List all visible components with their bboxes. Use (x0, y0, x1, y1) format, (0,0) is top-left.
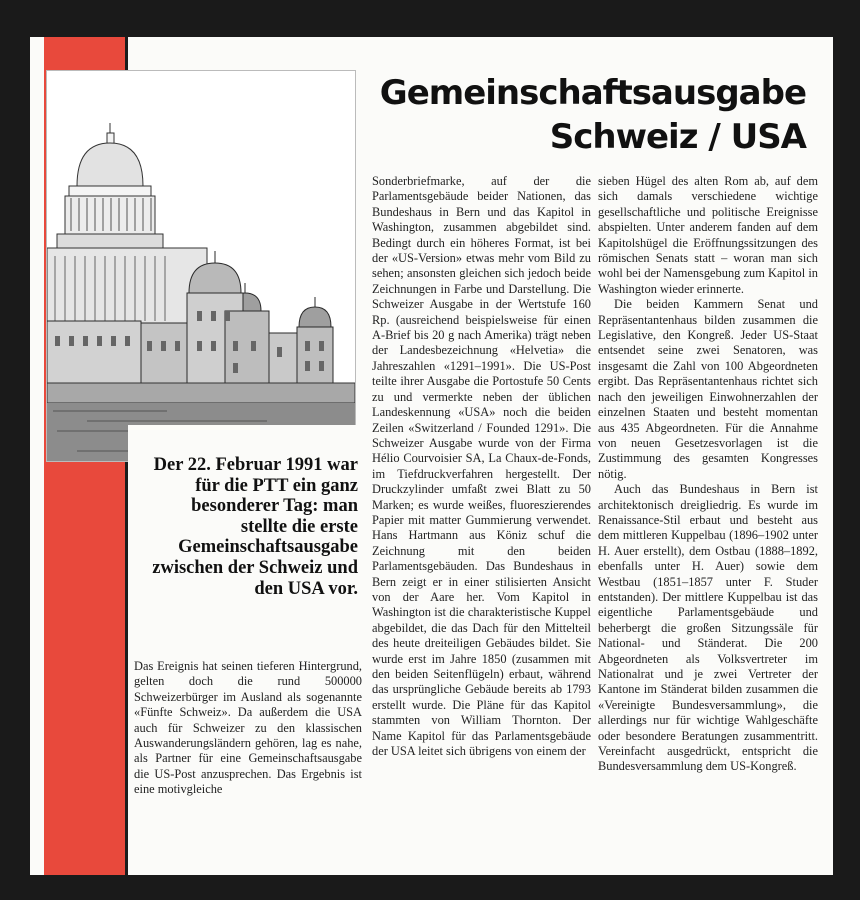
page-sheet (30, 37, 833, 875)
capitol-bundeshaus-illustration (46, 70, 356, 462)
body-column-2 (372, 174, 591, 759)
lead-text: Der 22. Februar 1991 war für die PTT ein ganz besonderer Tag: man stellte die erste Gemeinschaftsausgabe zwischen der Schweiz und den USA vor. (152, 455, 358, 599)
buildings-drawing (47, 71, 355, 461)
title-line-1: Gemeinschaftsausgabe (379, 73, 806, 113)
body-paragraph: Sonderbriefmarke, auf der die Parlamentsgebäude beider Nationen, das Bundeshaus in Bern und das Kapitol in Washington, zusammen abgebildet sind. Bedingt durch ein höheres Format, ist bei der «US-Version» etwas mehr vom Bild zu sehen; ansonsten gleichen sich jedoch beide Zeichnungen in Farbe und Darstellung. Die Schweizer Ausgabe in der Wertstufe 160 Rp. (ausreichend beispielsweise für einen A-Brief bis 20 g nach Amerika) trägt neben der Landesbezeichnung «Helvetia» die Jahreszahlen «1291–1991». Die US-Post teilte ihrer Ausgabe die Portostufe 50 Cents zu und vermerkte neben der üblichen Landeskennung «USA» noch die beiden Zeilen «Switzerland / Founded 1291». Die Schweizer Ausgabe wurde von der Firma Hélio Courvoisier SA, La Chaux-de-Fonds, im Tiefdruckverfahren hergestellt. Der Druckzylinder umfaßt zwei Blatt zu 50 Marken; es wurde weißes, fluoreszierendes Papier mit matter Gummierung verwendet. Hans Hartmann aus Köniz schuf die Zeichnung mit den beiden Parlamentsgebäuden. Das Bundeshaus in Bern zeigt er in einer stilisierten Ansicht von der Aare her. Vom Kapitol in Washington ist die charakteristische Kuppel abgebildet, die das Dach für den Mittelteil des heute dreiteiligen Gebäudes bildet. Sie wurde erst im Jahre 1850 (zusammen mit den beiden Seitenflügeln) erbaut, während das ursprüngliche Gebäude bereits ab 1793 erstellt wurde. Die Pläne für das Kapitol stammten von William Thornton. Der Name Kapitol für das Parlamentsgebäude der USA leitet sich übrigens von einem der (372, 174, 591, 759)
title-line-2: Schweiz / USA (549, 117, 806, 157)
body-paragraph: sieben Hügel des alten Rom ab, auf dem sich damals verschiedene wichtige gesellschaftliche und politische Ereignisse abspielten. Unter anderem fanden auf dem Kapitolshügel die Eröffnungssitzungen des römischen Senats statt – woran man sich wohl bei der Namensgebung zum Kapitol in Washington wieder erinnerte. (598, 174, 818, 296)
body-paragraph: Auch das Bundeshaus in Bern ist architektonisch dreigliedrig. Es wurde im Renaissance-Stil erbaut und besteht aus dem mittleren Kuppelbau (1896–1902 unter H. Auer erstellt), dem Ostbau (1888–1892, ebenfalls unter H. Auer) sowie dem Westbau (1851–1857 unter F. Studer entstanden). Der mittlere Kuppelbau ist das eigentliche Parlamentsgebäude und beherbergt die großen Sitzungssäle für National- und Ständerat. Die 200 Abgeordneten als Volksvertreter im Nationalrat und je zwei Vertreter der Kantone im Ständerat bilden zusammen die «Vereinigte Bundesversammlung», die allerdings nur für wichtige Wahlgeschäfte oder besondere Beratungen zusammentritt. Vereinfacht ausgedrückt, entspricht die Bundesversammlung dem US-Kongreß. (598, 482, 818, 774)
body-column-3 (598, 174, 818, 775)
body-column-1 (134, 659, 362, 798)
body-paragraph: Das Ereignis hat seinen tieferen Hintergrund, gelten doch die rund 500000 Schweizerbürger im Ausland als sogenannte «Fünfte Schweiz». Da außerdem die USA auch für Schweizer zu den klassischen Auswanderungsländern gehören, lag es nahe, als Partner für eine Gemeinschaftsausgabe die US-Post anzusprechen. Das Ergebnis ist eine motivgleiche (134, 659, 362, 797)
page-title (380, 71, 806, 159)
body-paragraph: Die beiden Kammern Senat und Repräsentantenhaus bilden zusammen die Legislative, den Kongreß. Jeder US-Staat entsendet seine zwei Senatoren, was insgesamt die Zahl von 100 Abgeordneten ergibt. Das Repräsentantenhaus richtet sich nach den jeweiligen Einwohnerzahlen der einzelnen Staaten und besteht momentan aus 435 Abgeordneten. Für die Annahme von neuen Gesetzesvorlagen ist die Zustimmung des gesamten Kongresses nötig. (598, 297, 818, 481)
